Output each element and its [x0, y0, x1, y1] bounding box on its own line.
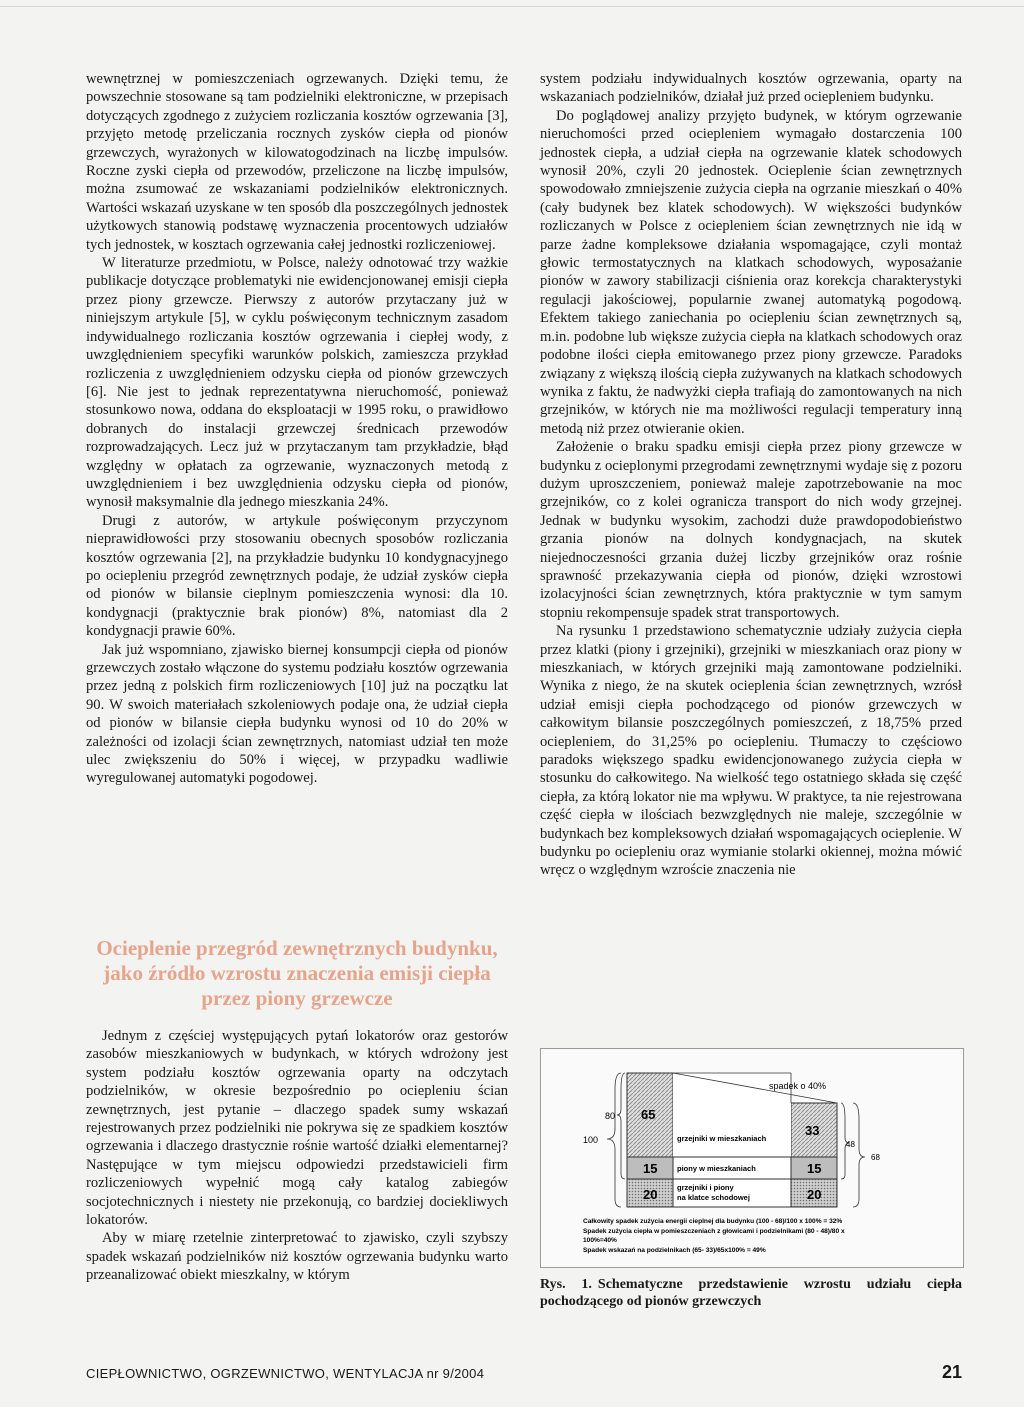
paragraph: Do poglądowej analizy przyjęto budynek, w którym ogrzewanie nieruchomości przed ociepleniem wymagało dostarczenia 100 jednostek ciepła, a udział ciepła na ogrzewanie klatek schodowych wynosił 20%, czyli 20 jednostek. Ocieplenie ścian zewnętrznych spowodowało zmniejszenie zużycia ciepła na ogrzanie mieszkań o 40% (cały budynek bez klatek schodowych). W większości budynków rozliczanych w Polsce z ociepleniem ścian zewnętrznych nie idą w parze żadne kompleksowe działania wspomagające, czyli montaż głowic termostatycznych na klatkach schodowych, wyposażanie pionów w zawory stabilizacji ciśnienia oraz korekcja charakterystyki regulacji jakościowej, popularnie zwanej automatyką pogodową. Efektem takiego zaniechania po ociepleniu ścian zewnętrznych są, m.in. podobne lub większe zużycia ciepła na klatkach schodowych oraz podobne ilości ciepła emitowanego przez piony grzewcze. Paradoks związany z większą ilością ciepła zużywanych na klatkach schodowych wynika z faktu, że nadwyżki ciepła trafiają do zamontowanych na nich grzejników, w których nie ma możliwości regulacji temperatury inną metodą niż przez otwieranie okien.: [540, 107, 962, 437]
value-80: 80: [605, 1111, 616, 1121]
heading-line: Ocieplenie przegród zewnętrznych budynku,: [96, 936, 498, 960]
paragraph: Na rysunku 1 przedstawiono schematycznie udziały zużycia ciepła przez klatki (piony i grzejniki), grzejniki w mieszkaniach oraz piony w mieszkaniach, w których grzejniki mają zamontowane podzielniki. Wynika z niego, że na skutek ocieplenia ścian zewnętrznych, wzrósł udział emisji ciepła pochodzącego od pionów grzewczych w całkowitym bilansie poszczególnych pomieszczeń, z 18,75% przed ociepleniem, do 31,25% po ociepleniu. Tłumaczy to częściowo paradoks większego spadku ewidencjonowanego zużycia ciepła w stosunku do całkowitego. Na wielkość tego ostatniego składa się część ciepła, za którą lokator nie ma wpływu. W praktyce, ta nie rejestrowana część ciepła w ilościach bezwzględnych nie maleje, szczególnie w budynkach bez kompleksowych działań wspomagających ocieplenie. W budynku po ociepleniu oraz wymianie stolarki okiennej, można mówić wręcz o względnym wzroście znaczenia nie: [540, 623, 962, 879]
value-65: 65: [641, 1107, 656, 1122]
value-15-after: 15: [807, 1161, 822, 1176]
value-15-before: 15: [643, 1161, 658, 1176]
paragraph: W literaturze przedmiotu, w Polsce, należy odnotować trzy ważkie publikacje dotyczące problematyki nie ewidencjonowanej emisji ciepła przez piony grzewcze. Pierwszy z autorów przytaczany już w niniejszym artykule [5], w cyklu poświęconym technicznym zasadom indywidualnego rozliczania kosztów ogrzewania i ciepłej wody, z uwzględnieniem specyfiki warunków polskich, zamieszcza przykład rozliczenia z uwzględnieniem odzysku ciepła od pionów grzewczych [6]. Nie jest to jednak reprezentatywna nieruchomość, ponieważ stosunkowo nowa, oddana do eksploatacji w 1995 roku, o prawidłowo dobranych do instalacji grzewczej średnicach przewodów rozprowadzających. Lecz już w przytaczanym tam przykładzie, błąd względny w opłatach za ogrzewanie, wyznaczonych metodą z uwzględnieniem i bez uwzględnienia odzysku ciepła od pionów, wynosił maksymalnie dla jednego mieszkania 24%.: [86, 255, 508, 511]
paragraph: Aby w miarę rzetelnie zinterpretować to zjawisko, czyli szybszy spadek wskazań podzielników niż kosztów ogrzewania budynku warto przeanalizować obiekt mieszkalny, w którym: [86, 1230, 508, 1284]
value-20-before: 20: [643, 1187, 658, 1202]
right-column: [540, 70, 962, 880]
note-rooms-a: Spadek zużycia ciepła w pomieszczeniach z głowicami i podzielnikami (80 - 48)/80 x: [583, 1228, 845, 1235]
journal-footer: CIEPŁOWNICTWO, OGRZEWNICTWO, WENTYLACJA nr 9/2004: [86, 1366, 485, 1381]
left-column-lower: [86, 1027, 508, 1285]
note-allocators: Spadek wskazań na podzielnikach (65- 33)/65x100% = 49%: [583, 1247, 766, 1254]
value-100: 100: [583, 1135, 599, 1145]
section-heading: [86, 936, 508, 1011]
paragraph: Jak już wspomniano, zjawisko biernej konsumpcji ciepła od pionów grzewczych zostało włączone do systemu podziału kosztów ogrzewania przez jedną z polskich firm rozliczeniowych [10] już na początku lat 90. W swoich materiałach szkoleniowych podaje ona, że udział ciepła od pionów w bilansie ciepła budynku wynosi od 10 do 20% w zależności od izolacji ścian zewnętrznych, natomiast udział ten może ulec zwiększeniu do 50% i więcej, w przypadku wadliwie wyregulowanej automatyki pogodowej.: [86, 641, 508, 787]
paragraph: system podziału indywidualnych kosztów ogrzewania, oparty na wskazaniach podzielników, działał już przed ociepleniem budynku.: [540, 71, 962, 106]
brace-68: [853, 1103, 865, 1207]
caption-prefix: Rys. 1.: [540, 1277, 592, 1292]
heat-share-diagram: [541, 1049, 963, 1267]
paragraph: Drugi z autorów, w artykule poświęconym przyczynom nieprawidłowości przy stosowaniu obecnych sposobów rozliczania kosztów ogrzewania [2], na przykładzie budynku 10 kondygnacyjnego po ociepleniu przegród zewnętrznych podaje, że udział zysków ciepła od pionów w bilansie cieplnym pomieszczenia wynosi: dla 10. kondygnacji (praktycznie brak pionów) 8%, natomiast dla 2 kondygnacji prawie 60%.: [86, 512, 508, 640]
paragraph: wewnętrznej w pomieszczeniach ogrzewanych. Dzięki temu, że powszechnie stosowane są tam podzielniki elektroniczne, w przepisach dotyczących zgodnego z zużyciem rozliczania kosztów ogrzewania [3], przyjęto metodę przeliczania rocznych zysków ciepła od pionów grzewczych, wyrażonych w kilowatogodzinach na liczbę impulsów. Roczne zyski ciepła od przewodów, przeliczone na liczbę impulsów, można zsumować ze wskazaniami podzielników elektronicznych. Wartości wskazań uzyskane w ten sposób dla poszczególnych jednostek użytkowych stanowią podstawę wyznaczenia procentowych udziałów tych jednostek, w kosztach ogrzewania całej jednostki rozliczeniowej.: [86, 71, 508, 253]
value-48: 48: [846, 1140, 855, 1149]
page-number: 21: [942, 1362, 963, 1382]
paragraph: Jednym z częściej występujących pytań lokatorów oraz gestorów zasobów mieszkaniowych w budynkach, w których wdrożony jest system podziału kosztów ogrzewania oparty na odczytach podzielników, w okresie bezpośrednio po ociepleniu ścian zewnętrznych, jest pytanie – dlaczego spadek sumy wskazań rejestrowanych przez podzielniki nie pokrywa się ze spadkiem kosztów ogrzewania i dlaczego drastycznie rośnie wartość działki elementarnej? Następujące w tym miejscu odpowiedzi przedstawicieli firm rozliczeniowych wypełnić mogą cały katalog zabiegów socjotechnicznych i niestety nie przekonują, co bardziej dociekliwych lokatorów.: [86, 1028, 508, 1229]
caption-text: Schematyczne przedstawienie wzrostu udziału ciepła pochodzącego od pionów grzewczych: [540, 1277, 962, 1309]
legend-staircase-1: grzejniki i piony: [677, 1183, 734, 1192]
value-20-after: 20: [807, 1187, 822, 1202]
legend-staircase-2: na klatce schodowej: [677, 1193, 750, 1202]
note-rooms-b: 100%=40%: [583, 1237, 617, 1244]
note-total: Całkowity spadek zużycia energii cieplnej dla budynku (100 - 68)/100 x 100% = 32%: [583, 1218, 843, 1225]
brace-80: [617, 1073, 625, 1179]
heading-line: jako źródło wzrostu znaczenia emisji ciepła: [103, 961, 491, 985]
figure-caption: [540, 1276, 962, 1310]
legend-risers: piony w mieszkaniach: [677, 1164, 756, 1173]
spadek-label: spadek o 40%: [769, 1081, 827, 1091]
top-rule: [0, 6, 1024, 7]
value-33: 33: [805, 1123, 820, 1138]
figure-diagram: [540, 1048, 964, 1268]
legend-radiators: grzejniki w mieszkaniach: [677, 1134, 767, 1143]
heading-line: przez piony grzewcze: [201, 986, 393, 1010]
left-column: [86, 70, 508, 788]
paragraph: Założenie o braku spadku emisji ciepła przez piony grzewcze w budynku z ocieplonymi przegrodami zewnętrznymi wydaje się z pozoru dużym uproszczeniem, ponieważ maleje zapotrzebowanie na moc grzejników, co z kolei ogranicza transport do nich wody grzejnej. Jednak w budynku wysokim, zachodzi duże prawdopodobieństwo grzania pionów na dolnych kondygnacjach, na skutek niejednoczesności grzania dużej liczby grzejników oraz rośnie sprawność przekazywania ciepła od pionów, dzięki wzrostowi izolacyjności ścian zewnętrznych, która praktycznie w tym samym stopniu rekompensuje spadek strat transportowych.: [540, 439, 962, 621]
brace-100: [607, 1073, 621, 1207]
value-68: 68: [871, 1153, 880, 1162]
